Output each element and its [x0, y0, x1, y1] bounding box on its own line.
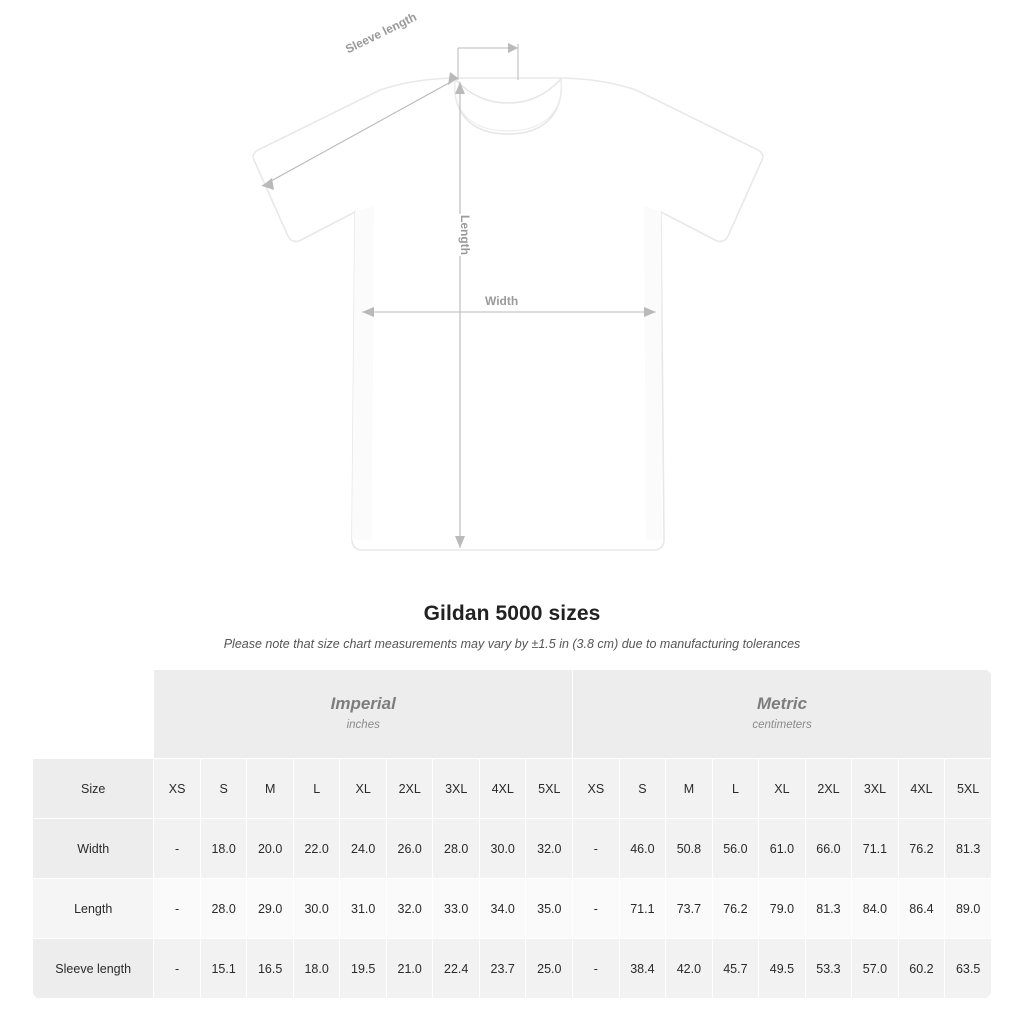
- cell-length-imperial-xl: 31.0: [340, 879, 387, 939]
- cell-length-imperial-xs: -: [154, 879, 201, 939]
- size-header-metric-4xl: 4XL: [898, 759, 945, 819]
- size-header-imperial-s: S: [200, 759, 247, 819]
- size-header-label: Size: [33, 759, 154, 819]
- size-header-metric-xs: XS: [573, 759, 620, 819]
- size-header-metric-5xl: 5XL: [945, 759, 992, 819]
- cell-sleeve-imperial-xs: -: [154, 939, 201, 999]
- cell-length-imperial-5xl: 35.0: [526, 879, 573, 939]
- cell-length-metric-l: 76.2: [712, 879, 759, 939]
- unit-header-row: [33, 670, 992, 759]
- cell-length-imperial-m: 29.0: [247, 879, 294, 939]
- unit-sub-metric: centimeters: [752, 719, 812, 732]
- cell-sleeve-imperial-m: 16.5: [247, 939, 294, 999]
- row-label-length: Length: [33, 879, 154, 939]
- width-label: Width: [482, 293, 521, 309]
- cell-width-imperial-l: 22.0: [293, 819, 340, 879]
- cell-width-imperial-xs: -: [154, 819, 201, 879]
- size-header-metric-2xl: 2XL: [805, 759, 852, 819]
- size-header-imperial-5xl: 5XL: [526, 759, 573, 819]
- cell-width-imperial-5xl: 32.0: [526, 819, 573, 879]
- cell-width-metric-2xl: 66.0: [805, 819, 852, 879]
- cell-sleeve-metric-5xl: 63.5: [945, 939, 992, 999]
- cell-sleeve-metric-xl: 49.5: [759, 939, 806, 999]
- length-label: Length: [455, 214, 475, 256]
- cell-sleeve-imperial-2xl: 21.0: [386, 939, 433, 999]
- cell-width-imperial-xl: 24.0: [340, 819, 387, 879]
- tolerance-note: Please note that size chart measurements may vary by ±1.5 in (3.8 cm) due to manufacturing tolerances: [223, 637, 801, 651]
- size-chart-table-wrap: [32, 669, 992, 999]
- size-header-imperial-4xl: 4XL: [479, 759, 526, 819]
- cell-sleeve-imperial-5xl: 25.0: [526, 939, 573, 999]
- cell-width-metric-5xl: 81.3: [945, 819, 992, 879]
- row-label-width: Width: [33, 819, 154, 879]
- cell-width-metric-xs: -: [573, 819, 620, 879]
- title-block: [0, 602, 1024, 651]
- cell-sleeve-imperial-3xl: 22.4: [433, 939, 480, 999]
- cell-length-imperial-l: 30.0: [293, 879, 340, 939]
- cell-sleeve-imperial-xl: 19.5: [340, 939, 387, 999]
- cell-sleeve-metric-m: 42.0: [666, 939, 713, 999]
- cell-width-imperial-2xl: 26.0: [386, 819, 433, 879]
- cell-length-metric-4xl: 86.4: [898, 879, 945, 939]
- cell-sleeve-metric-l: 45.7: [712, 939, 759, 999]
- cell-length-imperial-4xl: 34.0: [479, 879, 526, 939]
- size-header-imperial-xs: XS: [154, 759, 201, 819]
- cell-width-metric-m: 50.8: [666, 819, 713, 879]
- cell-width-imperial-3xl: 28.0: [433, 819, 480, 879]
- size-header-imperial-xl: XL: [340, 759, 387, 819]
- size-header-imperial-2xl: 2XL: [386, 759, 433, 819]
- size-chart-table: [32, 669, 992, 999]
- cell-sleeve-imperial-l: 18.0: [293, 939, 340, 999]
- cell-width-metric-l: 56.0: [712, 819, 759, 879]
- size-header-imperial-3xl: 3XL: [433, 759, 480, 819]
- size-header-metric-s: S: [619, 759, 666, 819]
- unit-sub-imperial: inches: [346, 719, 380, 732]
- table-corner-cell: [33, 670, 154, 759]
- cell-length-metric-xl: 79.0: [759, 879, 806, 939]
- cell-length-metric-2xl: 81.3: [805, 879, 852, 939]
- cell-width-metric-4xl: 76.2: [898, 819, 945, 879]
- cell-width-imperial-s: 18.0: [200, 819, 247, 879]
- cell-width-metric-s: 46.0: [619, 819, 666, 879]
- unit-header-metric: [573, 670, 992, 759]
- unit-header-imperial: [154, 670, 573, 759]
- size-header-imperial-m: M: [247, 759, 294, 819]
- size-header-metric-3xl: 3XL: [852, 759, 899, 819]
- cell-width-imperial-m: 20.0: [247, 819, 294, 879]
- size-header-row: [33, 759, 992, 819]
- unit-name-imperial: Imperial: [330, 694, 396, 714]
- unit-name-metric: Metric: [757, 694, 808, 714]
- cell-length-metric-m: 73.7: [666, 879, 713, 939]
- cell-sleeve-metric-4xl: 60.2: [898, 939, 945, 999]
- table-row: [33, 879, 992, 939]
- cell-sleeve-metric-2xl: 53.3: [805, 939, 852, 999]
- cell-width-imperial-4xl: 30.0: [479, 819, 526, 879]
- cell-width-metric-xl: 61.0: [759, 819, 806, 879]
- table-row: [33, 819, 992, 879]
- size-header-metric-m: M: [666, 759, 713, 819]
- cell-sleeve-imperial-4xl: 23.7: [479, 939, 526, 999]
- cell-length-imperial-s: 28.0: [200, 879, 247, 939]
- page-title: Gildan 5000 sizes: [423, 602, 601, 625]
- cell-width-metric-3xl: 71.1: [852, 819, 899, 879]
- size-header-metric-xl: XL: [759, 759, 806, 819]
- cell-length-metric-3xl: 84.0: [852, 879, 899, 939]
- row-label-sleeve-length: Sleeve length: [33, 939, 154, 999]
- sleeve-length-label: Sleeve length: [340, 7, 422, 58]
- cell-length-imperial-3xl: 33.0: [433, 879, 480, 939]
- cell-sleeve-imperial-s: 15.1: [200, 939, 247, 999]
- cell-length-metric-s: 71.1: [619, 879, 666, 939]
- size-header-imperial-l: L: [293, 759, 340, 819]
- cell-length-metric-5xl: 89.0: [945, 879, 992, 939]
- size-header-metric-l: L: [712, 759, 759, 819]
- cell-length-metric-xs: -: [573, 879, 620, 939]
- table-row: [33, 939, 992, 999]
- cell-sleeve-metric-xs: -: [573, 939, 620, 999]
- cell-length-imperial-2xl: 32.0: [386, 879, 433, 939]
- cell-sleeve-metric-s: 38.4: [619, 939, 666, 999]
- cell-sleeve-metric-3xl: 57.0: [852, 939, 899, 999]
